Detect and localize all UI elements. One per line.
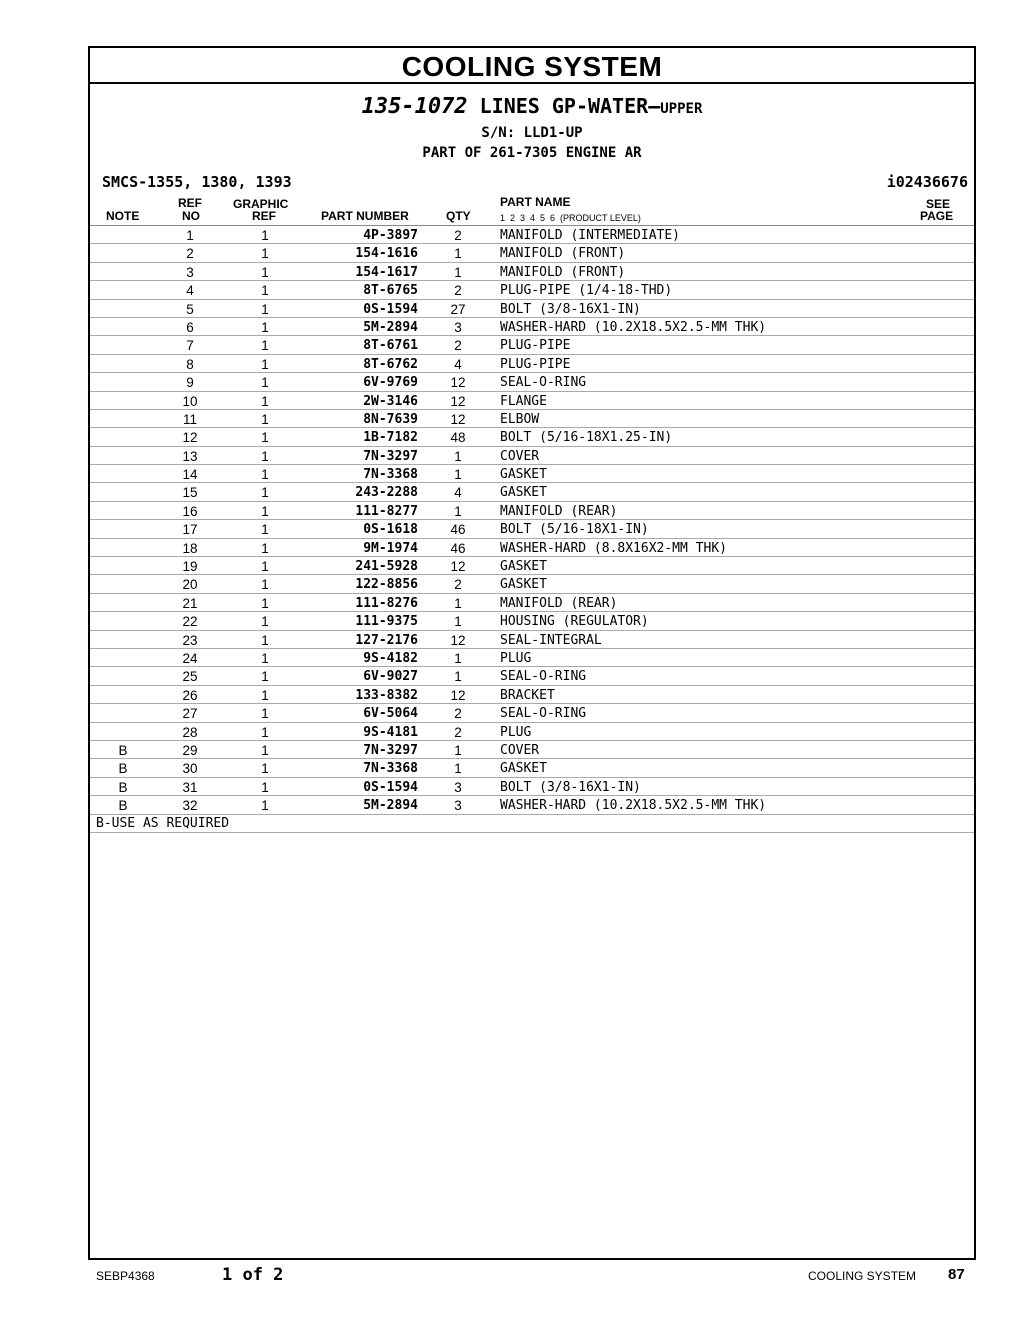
table-row	[90, 300, 974, 318]
section-title: COOLING SYSTEM	[90, 48, 974, 84]
part-number: 122-8856	[355, 577, 418, 593]
note-cell: B	[118, 779, 128, 795]
table-row	[90, 759, 974, 777]
part-number: 111-8277	[355, 503, 418, 519]
part-number: 9S-4182	[363, 650, 418, 666]
table-row	[90, 631, 974, 649]
table-row	[90, 483, 974, 501]
ref-number: 2	[186, 246, 194, 262]
graphic-ref: 1	[261, 687, 269, 703]
graphic-ref: 1	[261, 393, 269, 409]
table-row	[90, 244, 974, 262]
table-row	[90, 410, 974, 428]
group-header	[90, 92, 974, 163]
graphic-ref: 1	[261, 522, 269, 538]
quantity: 1	[454, 761, 462, 777]
part-name: MANIFOLD (FRONT)	[500, 264, 626, 280]
part-number: 9M-1974	[363, 540, 418, 556]
part-name: PLUG-PIPE	[500, 356, 571, 372]
graphic-ref: 1	[261, 375, 269, 391]
group-suffix: UPPER	[660, 101, 703, 117]
table-row	[90, 318, 974, 336]
graphic-ref: 1	[261, 724, 269, 740]
part-number: 0S-1594	[363, 779, 418, 795]
table-row	[90, 281, 974, 299]
group-dash: —	[648, 94, 661, 118]
part-name: SEAL-O-RING	[500, 706, 587, 722]
part-number: 243-2288	[355, 485, 418, 501]
ref-number: 31	[182, 779, 198, 795]
footer-section: COOLING SYSTEM	[808, 1269, 917, 1283]
ref-number: 19	[182, 559, 198, 575]
graphic-ref: 1	[261, 467, 269, 483]
graphic-ref: 1	[261, 338, 269, 354]
graphic-ref: 1	[261, 577, 269, 593]
quantity: 4	[454, 356, 462, 372]
quantity: 1	[454, 669, 462, 685]
part-number: 7N-3297	[363, 742, 418, 758]
table-row	[90, 465, 974, 483]
group-title	[90, 92, 974, 123]
quantity: 1	[454, 467, 462, 483]
ref-number: 29	[182, 742, 198, 758]
quantity: 3	[454, 798, 462, 814]
ref-number: 28	[182, 724, 198, 740]
part-name: BOLT (3/8-16X1-IN)	[500, 301, 641, 317]
table-row	[90, 686, 974, 704]
part-name: GASKET	[500, 485, 547, 501]
graphic-ref: 1	[261, 430, 269, 446]
quantity: 12	[450, 687, 466, 703]
graphic-ref: 1	[261, 540, 269, 556]
ref-number: 27	[182, 706, 198, 722]
part-number: 1B-7182	[363, 430, 418, 446]
part-name: COVER	[500, 448, 540, 464]
part-of: PART OF 261-7305 ENGINE AR	[422, 145, 642, 161]
part-number: 8N-7639	[363, 411, 418, 427]
col-product-level: 1 2 3 4 5 6 (PRODUCT LEVEL)	[500, 213, 641, 223]
quantity: 2	[454, 338, 462, 354]
quantity: 12	[450, 393, 466, 409]
table-row	[90, 336, 974, 354]
ref-number: 6	[186, 319, 194, 335]
quantity: 1	[454, 264, 462, 280]
part-name: GASKET	[500, 467, 547, 483]
ref-number: 30	[182, 761, 198, 777]
footer-page-number: 87	[948, 1266, 965, 1283]
col-graphic-top: GRAPHIC	[233, 197, 289, 211]
part-number: 7N-3368	[363, 761, 418, 777]
part-name: BOLT (3/8-16X1-IN)	[500, 779, 641, 795]
part-number: 6V-5064	[363, 706, 418, 722]
col-note: NOTE	[106, 209, 140, 223]
part-number: 5M-2894	[363, 319, 418, 335]
graphic-ref: 1	[261, 246, 269, 262]
part-number: 9S-4181	[363, 724, 418, 740]
part-name: BOLT (5/16-18X1.25-IN)	[500, 430, 673, 446]
footer-page-of: 1 of 2	[222, 1265, 284, 1285]
part-number: 7N-3368	[363, 467, 418, 483]
table-row	[90, 667, 974, 685]
graphic-ref: 1	[261, 614, 269, 630]
part-name: MANIFOLD (INTERMEDIATE)	[500, 228, 681, 243]
part-number: 2W-3146	[363, 393, 418, 409]
smcs-codes: SMCS-1355, 1380, 1393	[102, 173, 292, 191]
ref-number: 14	[182, 467, 198, 483]
table-row	[90, 447, 974, 465]
quantity: 1	[454, 246, 462, 262]
part-name: SEAL-O-RING	[500, 669, 587, 685]
part-number: 6V-9769	[363, 375, 418, 391]
table-row	[90, 539, 974, 557]
part-name: WASHER-HARD (8.8X16X2-MM THK)	[500, 540, 727, 556]
ref-number: 18	[182, 540, 198, 556]
part-number: 0S-1594	[363, 301, 418, 317]
graphic-ref: 1	[261, 301, 269, 317]
part-number: 241-5928	[355, 559, 418, 575]
graphic-ref: 1	[261, 264, 269, 280]
part-number: 4P-3897	[363, 228, 418, 243]
part-number: 154-1617	[355, 264, 418, 280]
part-name: BOLT (5/16-18X1-IN)	[500, 522, 649, 538]
graphic-ref: 1	[261, 228, 269, 243]
col-see-top: SEE	[926, 197, 951, 211]
quantity: 12	[450, 411, 466, 427]
col-part-name: PART NAME	[500, 195, 571, 209]
table-row	[90, 778, 974, 796]
part-number: 6V-9027	[363, 669, 418, 685]
quantity: 1	[454, 595, 462, 611]
col-qty: QTY	[446, 209, 471, 223]
part-number: 133-8382	[355, 687, 418, 703]
table-header	[90, 193, 974, 226]
quantity: 12	[450, 375, 466, 391]
table-row	[90, 649, 974, 667]
part-number: 5M-2894	[363, 798, 418, 814]
part-number: 111-9375	[355, 614, 418, 630]
part-name: BRACKET	[500, 687, 555, 703]
col-graphic-bottom: REF	[252, 209, 276, 223]
quantity: 12	[450, 559, 466, 575]
part-number: 0S-1618	[363, 522, 418, 538]
graphic-ref: 1	[261, 650, 269, 666]
ref-number: 15	[182, 485, 198, 501]
part-name: SEAL-O-RING	[500, 375, 587, 391]
part-name: PLUG	[500, 650, 532, 666]
footer-doc-number: SEBP4368	[96, 1269, 155, 1283]
ref-number: 10	[182, 393, 198, 409]
part-name: GASKET	[500, 761, 547, 777]
table-row	[90, 796, 974, 814]
graphic-ref: 1	[261, 559, 269, 575]
quantity: 46	[450, 540, 466, 556]
table-row	[90, 575, 974, 593]
quantity: 2	[454, 724, 462, 740]
graphic-ref: 1	[261, 319, 269, 335]
ref-number: 11	[182, 411, 197, 427]
part-name: GASKET	[500, 559, 547, 575]
ref-number: 17	[182, 522, 198, 538]
quantity: 1	[454, 650, 462, 666]
quantity: 2	[454, 577, 462, 593]
graphic-ref: 1	[261, 503, 269, 519]
document-id: i02436676	[886, 173, 968, 191]
quantity: 2	[454, 283, 462, 299]
quantity: 1	[454, 448, 462, 464]
part-number: 8T-6762	[363, 356, 418, 372]
smcs-row	[90, 169, 974, 193]
graphic-ref: 1	[261, 669, 269, 685]
table-row	[90, 392, 974, 410]
note-cell: B	[118, 798, 128, 814]
part-name: SEAL-INTEGRAL	[500, 632, 602, 648]
table-row	[90, 502, 974, 520]
table-row	[90, 263, 974, 281]
ref-number: 8	[186, 356, 194, 372]
note-cell: B	[118, 761, 128, 777]
quantity: 1	[454, 503, 462, 519]
part-name: ELBOW	[500, 411, 540, 427]
parts-table-body	[90, 226, 974, 815]
part-number: 7N-3297	[363, 448, 418, 464]
ref-number: 21	[182, 595, 198, 611]
part-name: WASHER-HARD (10.2X18.5X2.5-MM THK)	[500, 798, 767, 814]
part-number: 111-8276	[355, 595, 418, 611]
part-number: 127-2176	[355, 632, 418, 648]
part-number: 154-1616	[355, 246, 418, 262]
note-cell: B	[118, 742, 128, 758]
col-ref-bottom: NO	[182, 209, 200, 223]
quantity: 48	[450, 430, 466, 446]
graphic-ref: 1	[261, 632, 269, 648]
col-part-number: PART NUMBER	[321, 209, 409, 223]
ref-number: 20	[182, 577, 198, 593]
part-number: 8T-6761	[363, 338, 418, 354]
graphic-ref: 1	[261, 448, 269, 464]
graphic-ref: 1	[261, 742, 269, 758]
table-row	[90, 428, 974, 446]
quantity: 3	[454, 319, 462, 335]
col-ref-top: REF	[178, 196, 202, 210]
table-row	[90, 723, 974, 741]
ref-number: 1	[186, 228, 194, 243]
quantity: 27	[450, 301, 466, 317]
graphic-ref: 1	[261, 761, 269, 777]
graphic-ref: 1	[261, 706, 269, 722]
ref-number: 24	[182, 650, 198, 666]
quantity: 4	[454, 485, 462, 501]
table-row	[90, 704, 974, 722]
ref-number: 23	[182, 632, 198, 648]
usage-note: B-USE AS REQUIRED	[90, 815, 974, 833]
col-see-bottom: PAGE	[920, 209, 954, 223]
table-row	[90, 741, 974, 759]
ref-number: 22	[182, 614, 198, 630]
part-name: PLUG-PIPE	[500, 338, 571, 354]
part-name: GASKET	[500, 577, 547, 593]
serial-number: S/N: LLD1-UP	[481, 125, 583, 141]
table-row	[90, 594, 974, 612]
ref-number: 3	[186, 264, 194, 280]
ref-number: 26	[182, 687, 198, 703]
table-row	[90, 373, 974, 391]
part-name: MANIFOLD (FRONT)	[500, 246, 626, 262]
graphic-ref: 1	[261, 779, 269, 795]
quantity: 46	[450, 522, 466, 538]
quantity: 3	[454, 779, 462, 795]
graphic-ref: 1	[261, 411, 269, 427]
ref-number: 25	[182, 669, 198, 685]
ref-number: 5	[186, 301, 194, 317]
ref-number: 9	[186, 375, 194, 391]
page-footer	[0, 1265, 1020, 1289]
graphic-ref: 1	[261, 595, 269, 611]
part-name: MANIFOLD (REAR)	[500, 503, 618, 519]
part-name: MANIFOLD (REAR)	[500, 595, 618, 611]
part-name: FLANGE	[500, 393, 547, 409]
part-name: PLUG	[500, 724, 532, 740]
ref-number: 4	[186, 283, 194, 299]
part-name: COVER	[500, 742, 540, 758]
ref-number: 12	[182, 430, 198, 446]
part-name: WASHER-HARD (10.2X18.5X2.5-MM THK)	[500, 319, 767, 335]
quantity: 2	[454, 228, 462, 243]
quantity: 1	[454, 742, 462, 758]
quantity: 12	[450, 632, 466, 648]
table-row	[90, 355, 974, 373]
table-row	[90, 612, 974, 630]
group-name: LINES GP-WATER	[479, 94, 649, 118]
part-number: 8T-6765	[363, 283, 418, 299]
graphic-ref: 1	[261, 356, 269, 372]
graphic-ref: 1	[261, 798, 269, 814]
graphic-ref: 1	[261, 283, 269, 299]
group-number: 135-1072	[361, 94, 468, 119]
part-name: HOUSING (REGULATOR)	[500, 614, 649, 630]
ref-number: 16	[182, 503, 198, 519]
table-row	[90, 520, 974, 538]
ref-number: 32	[182, 798, 198, 814]
graphic-ref: 1	[261, 485, 269, 501]
quantity: 2	[454, 706, 462, 722]
ref-number: 7	[186, 338, 194, 354]
ref-number: 13	[182, 448, 198, 464]
page-frame	[88, 46, 976, 1260]
table-row	[90, 226, 974, 244]
quantity: 1	[454, 614, 462, 630]
table-row	[90, 557, 974, 575]
part-name: PLUG-PIPE (1/4-18-THD)	[500, 283, 673, 299]
